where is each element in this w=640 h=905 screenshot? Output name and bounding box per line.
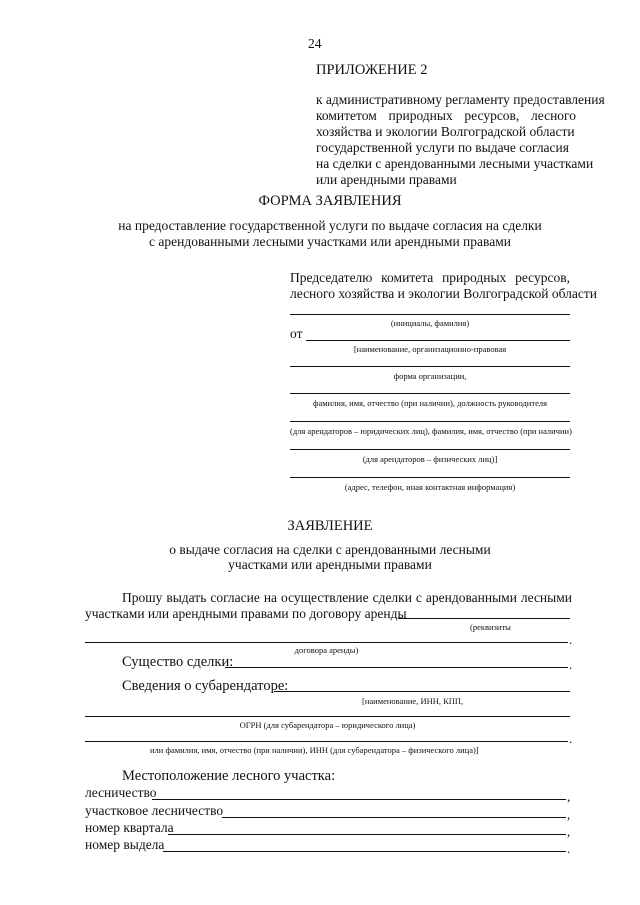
from-label: от — [290, 326, 303, 341]
sublessee-label: Сведения о субарендаторе: — [122, 678, 289, 694]
head-field[interactable] — [290, 393, 570, 394]
appendix-line: на сделки с арендованными лесными участками — [316, 156, 594, 171]
appendix-line: комитетом природных ресурсов, лесного — [316, 108, 576, 123]
statement-title: ЗАЯВЛЕНИЕ — [287, 518, 373, 534]
appendix-line: к административному регламенту предоставления — [316, 92, 605, 107]
individual-field[interactable] — [290, 449, 570, 450]
hint-sub-person: или фамилия, имя, отчество (при наличии), ИНН (для субарендатора – физического лица)] — [150, 745, 479, 755]
quarter-label: номер квартала — [85, 820, 174, 835]
appendix-title: ПРИЛОЖЕНИЕ 2 — [316, 62, 428, 78]
district-forestry-field[interactable] — [222, 817, 566, 818]
org-form-field[interactable] — [290, 366, 570, 367]
hint-org: [наименование, организационно-правовая — [353, 344, 507, 354]
addressee-line: лесного хозяйства и экологии Волгоградской области — [290, 286, 598, 301]
hint-org-form: форма организации, — [393, 371, 467, 381]
hint-contract: договора аренды) — [294, 645, 359, 655]
line-end-comma: , — [567, 807, 571, 822]
ogrn-field[interactable] — [85, 716, 570, 717]
from-field[interactable] — [306, 340, 570, 341]
hint-requisites: (реквизиты — [470, 622, 511, 632]
appendix-line: хозяйства и экологии Волгоградской области — [316, 124, 575, 139]
line-end-period: . — [569, 657, 573, 672]
deal-field[interactable] — [225, 667, 568, 668]
request-line: Прошу выдать согласие на осуществление сделки с арендованными лесными — [122, 590, 572, 605]
statement-subtitle-line: о выдаче согласия на сделки с арендованными лесными — [169, 542, 491, 557]
line-end-comma: , — [567, 824, 571, 839]
appendix-line: государственной услуги по выдаче согласия — [316, 140, 569, 155]
hint-individual: (для арендаторов – физических лиц)] — [362, 454, 498, 464]
line-end-period: . — [569, 632, 573, 647]
contract-field-cont[interactable] — [85, 642, 568, 643]
form-title: ФОРМА ЗАЯВЛЕНИЯ — [258, 193, 402, 209]
line-end-comma: , — [567, 789, 571, 804]
forestry-field[interactable] — [152, 799, 566, 800]
deal-label: Существо сделки: — [122, 654, 234, 670]
allotment-field[interactable] — [163, 851, 566, 852]
line-end-period: . — [567, 841, 571, 856]
hint-head: фамилия, имя, отчество (при наличии), должность руководителя — [312, 398, 547, 408]
initials-field[interactable] — [290, 314, 570, 315]
hint-legal: (для арендаторов – юридических лиц), фамилия, имя, отчество (при наличии) — [290, 426, 572, 436]
district-forestry-label: участковое лесничество — [85, 803, 224, 818]
page-number: 24 — [308, 36, 322, 51]
request-line: участками или арендными правами по договору аренды — [85, 606, 407, 621]
quarter-field[interactable] — [168, 834, 566, 835]
appendix-description — [316, 92, 605, 188]
form-subtitle-line: с арендованными лесными участками или арендными правами — [149, 234, 511, 249]
contract-field[interactable] — [398, 618, 570, 619]
allotment-label: номер выдела — [85, 837, 165, 852]
forestry-label: лесничество — [85, 785, 157, 800]
addressee-line: Председателю комитета природных ресурсов, — [290, 270, 570, 285]
legal-entity-field[interactable] — [290, 421, 570, 422]
form-subtitle-line: на предоставление государственной услуги по выдаче согласия на сделки — [118, 218, 542, 233]
contacts-field[interactable] — [290, 477, 570, 478]
line-end-period: . — [569, 731, 573, 746]
statement-subtitle-line: участками или арендными правами — [228, 557, 432, 572]
sub-person-field[interactable] — [85, 741, 568, 742]
location-title: Местоположение лесного участка: — [122, 768, 336, 784]
appendix-line: или арендными правами — [316, 172, 457, 187]
sublessee-field[interactable] — [274, 691, 570, 692]
hint-contacts: (адрес, телефон, иная контактная информация) — [344, 482, 516, 492]
hint-sub-name: [наименование, ИНН, КПП, — [362, 696, 464, 706]
hint-initials: (инициалы, фамилия) — [390, 318, 470, 328]
hint-ogrn: ОГРН (для субарендатора – юридического лица) — [239, 720, 416, 730]
